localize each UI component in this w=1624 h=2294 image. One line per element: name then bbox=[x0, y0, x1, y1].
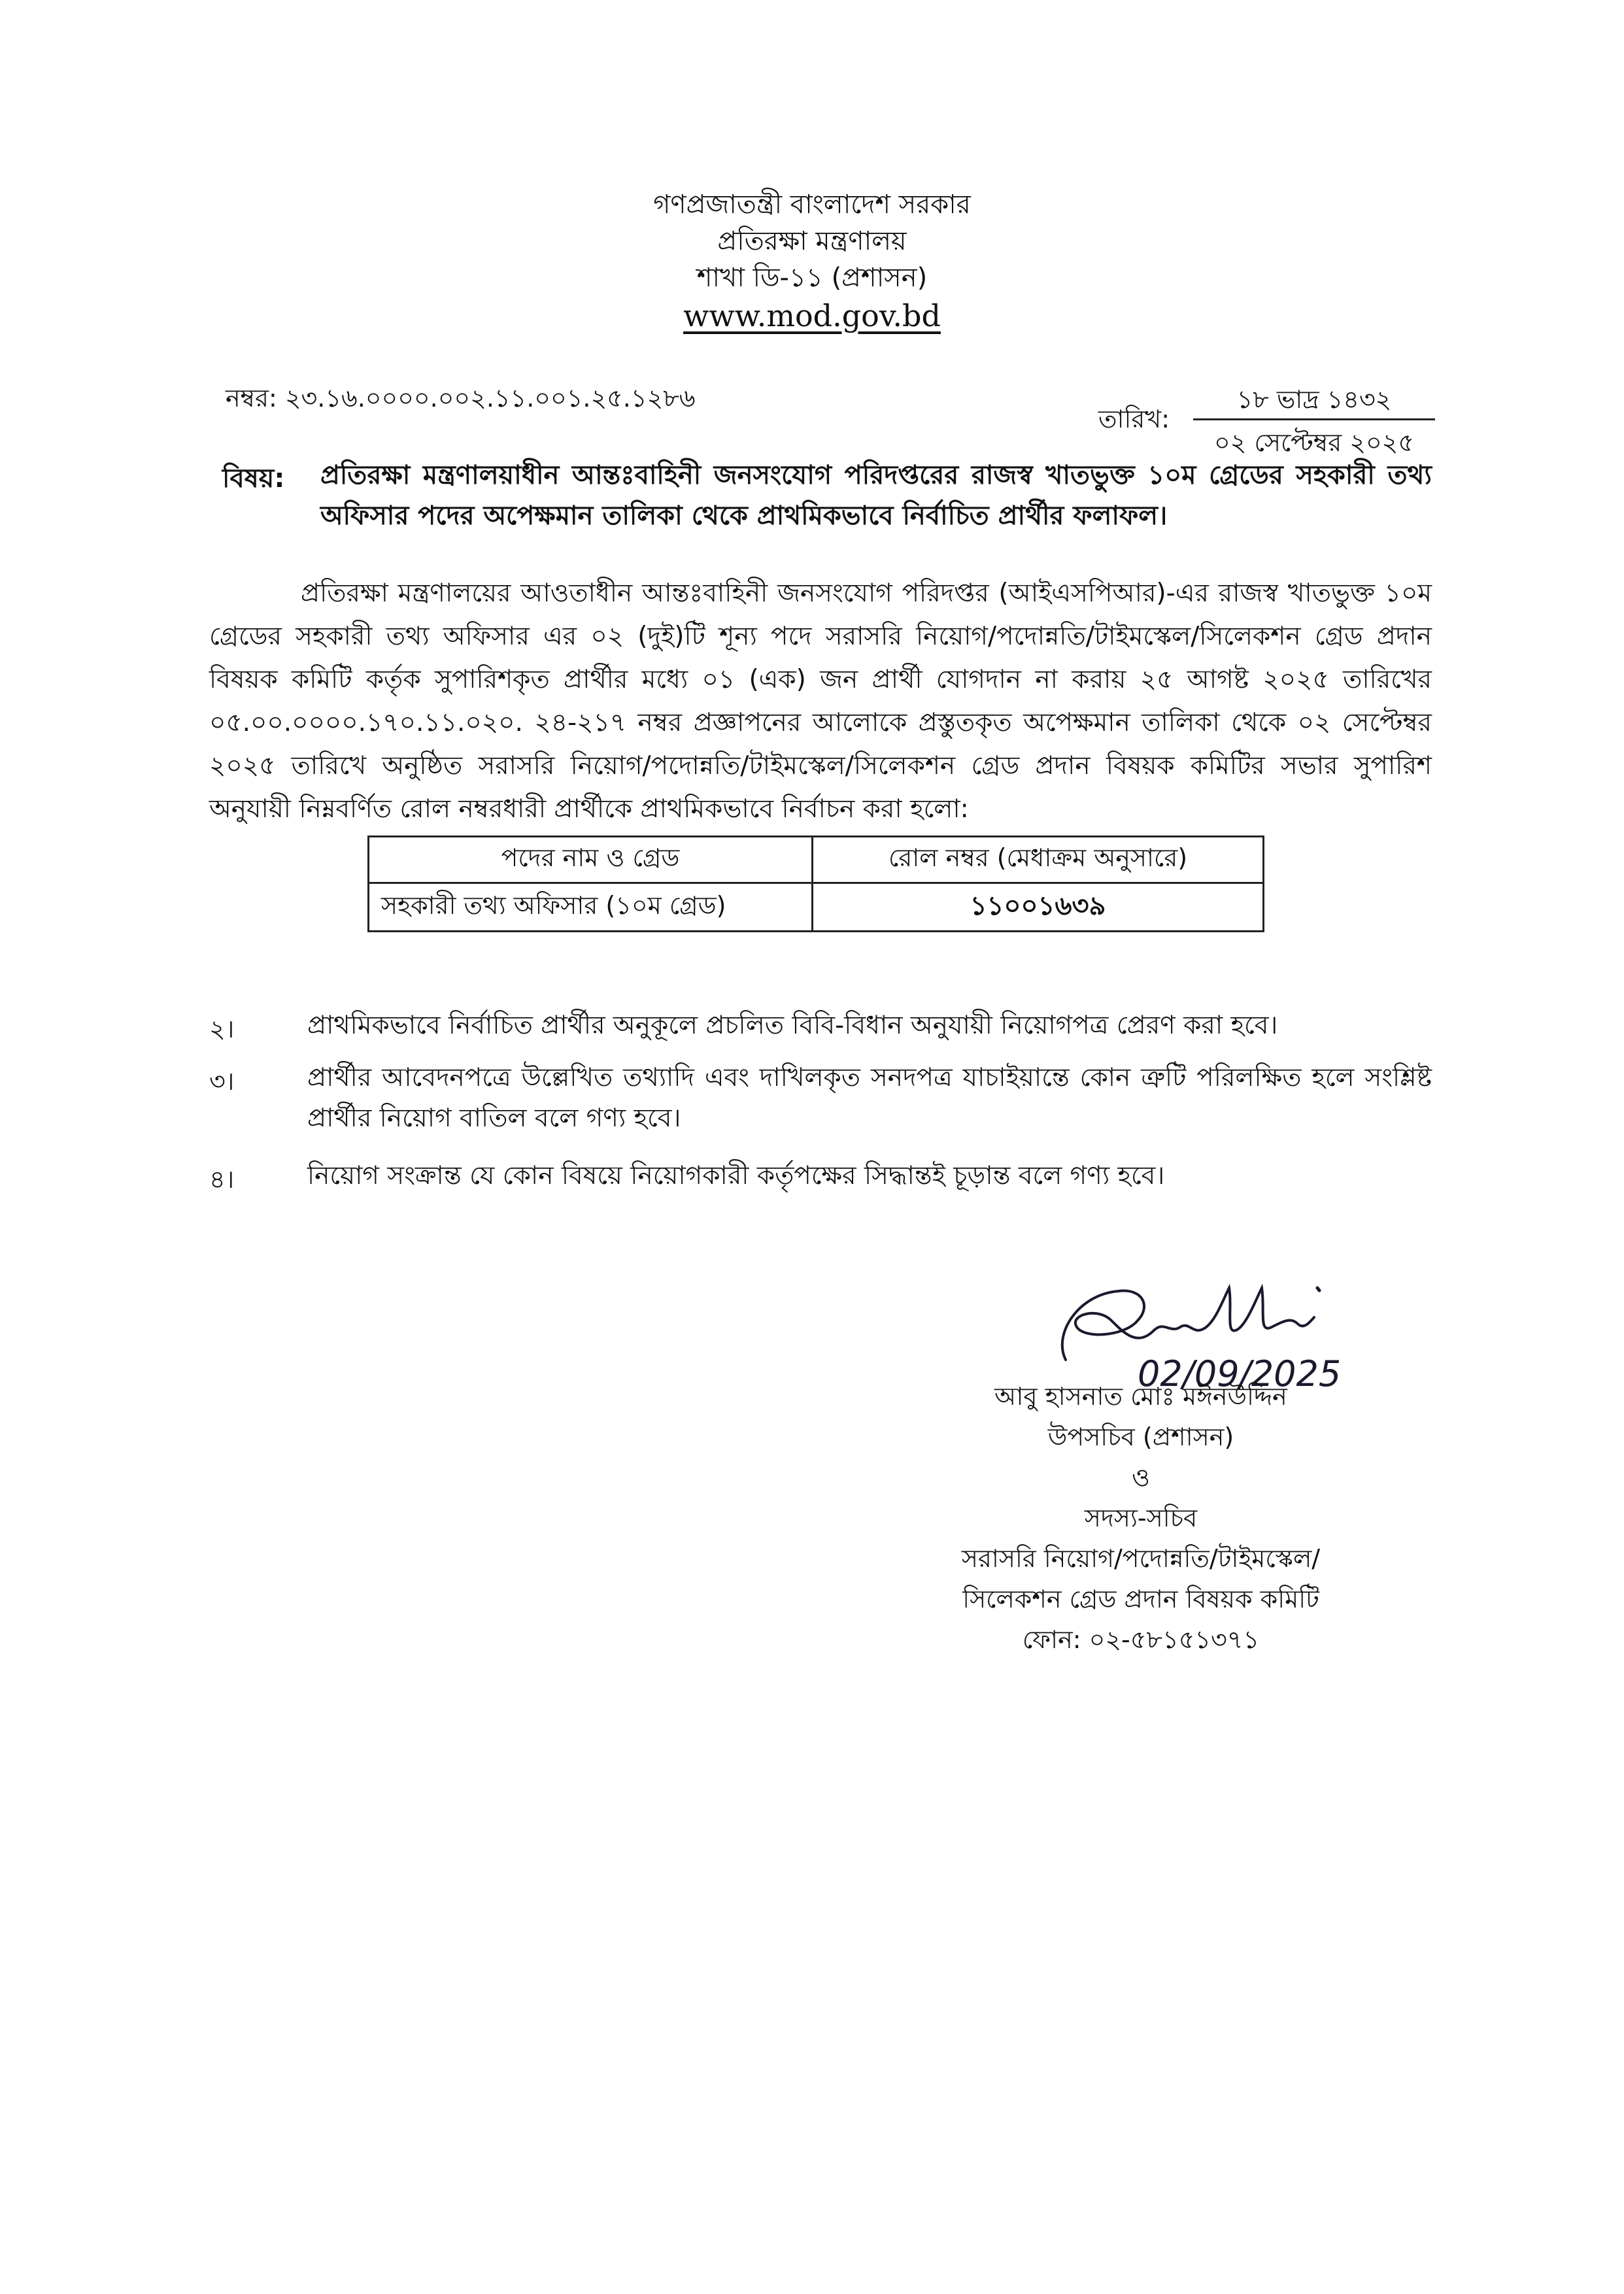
memo-number: নম্বর: ২৩.১৬.০০০০.০০২.১১.০০১.২৫.১২৮৬ bbox=[226, 384, 696, 413]
date-divider bbox=[1193, 418, 1435, 420]
signature-date: 02/09/2025 bbox=[1138, 1353, 1342, 1394]
body-paragraph: প্রতিরক্ষা মন্ত্রণালয়ের আওতাধীন আন্তঃবাহিনী জনসংযোগ পরিদপ্তর (আইএসপিআর)-এর রাজস্ব খাতভুক্ত ১০ম গ্রেডের সহকারী তথ্য অফিসার এর ০২ (দুই)টি শূন্য পদে সরাসরি নিয়োগ/পদোন্নতি/টাইমস্কেল/সিলেকশন গ্রেড প্রদান বিষয়ক কমিটি কর্তৃক সুপারিশকৃত প্রার্থীর মধ্যে ০১ (এক) জন প্রার্থী যোগদান না করায় ২৫ আগষ্ট ২০২৫ তারিখের ০৫.০০.০০০০.১৭০.১১.০২০. ২৪-২১৭ নম্বর প্রজ্ঞাপনের আলোকে প্রস্তুতকৃত অপেক্ষমান তালিকা থেকে ০২ সেপ্টেম্বর ২০২৫ তারিখে অনুষ্ঠিত সরাসরি নিয়োগ/পদোন্নতি/টাইমস্কেল/সিলেকশন গ্রেড প্রদান বিষয়ক কমিটির সভার সুপারিশ অনুযায়ী নিম্নবর্ণিত রোল নম্বরধারী প্রার্থীকে প্রাথমিকভাবে নির্বাচন করা হলো: bbox=[209, 579, 1432, 824]
website-link[interactable]: www.mod.gov.bd bbox=[683, 298, 941, 333]
table-header-row bbox=[369, 837, 1264, 883]
item-number-4: ৪। bbox=[209, 1165, 235, 1194]
table-row bbox=[369, 883, 1264, 932]
signatory-role: সদস্য-সচিব bbox=[1084, 1504, 1198, 1532]
letterhead bbox=[0, 186, 1624, 335]
ministry-name: প্রতিরক্ষা মন্ত্রণালয় bbox=[717, 226, 907, 256]
subject-label: বিষয়: bbox=[222, 464, 285, 494]
table-header-roll: রোল নম্বর (মেধাক্রম অনুসারে) bbox=[813, 837, 1264, 883]
item-number-3: ৩। bbox=[209, 1067, 235, 1096]
item-number-2: ২। bbox=[209, 1015, 235, 1043]
date-bangla: ১৮ ভাদ্র ১৪৩২ bbox=[1236, 385, 1392, 414]
table-cell-roll: ১১০০১৬৩৯ bbox=[813, 883, 1264, 932]
signatory-name: আবু হাসনাত মোঃ মঈনউদ্দিন bbox=[994, 1382, 1287, 1411]
committee-line-2: সিলেকশন গ্রেড প্রদান বিষয়ক কমিটি bbox=[962, 1585, 1319, 1613]
date-english: ০২ সেপ্টেম্বর ২০২৫ bbox=[1213, 428, 1415, 457]
subject-text: প্রতিরক্ষা মন্ত্রণালয়াধীন আন্তঃবাহিনী জনসংযোগ পরিদপ্তরের রাজস্ব খাতভুক্ত ১০ম গ্রেডের সহকারী তথ্য অফিসার পদের অপেক্ষমান তালিকা থেকে প্রাথমিকভাবে নির্বাচিত প্রার্থীর ফলাফল। bbox=[320, 460, 1432, 531]
item-text-2: প্রাথমিকভাবে নির্বাচিত প্রার্থীর অনুকূলে প্রচলিত বিবি-বিধান অনুযায়ী নিয়োগপত্র প্রেরণ করা হবে। bbox=[307, 1011, 1278, 1040]
item-text-3: প্রার্থীর আবেদনপত্রে উল্লেখিত তথ্যাদি এবং দাখিলকৃত সনদপত্র যাচাইয়ান্তে কোন ত্রুটি পরিলক্ষিত হলে সংশ্লিষ্ট প্রার্থীর নিয়োগ বাতিল বলে গণ্য হবে। bbox=[307, 1063, 1432, 1133]
govt-name: গণপ্রজাতন্ত্রী বাংলাদেশ সরকার bbox=[653, 190, 971, 220]
table-cell-post: সহকারী তথ্য অফিসার (১০ম গ্রেড) bbox=[369, 883, 813, 932]
signatory-phone: ফোন: ০২-৫৮১৫১৩৭১ bbox=[1022, 1625, 1260, 1654]
result-table bbox=[367, 835, 1264, 932]
date-label: তারিখ: bbox=[1098, 405, 1170, 433]
signature-block bbox=[912, 1376, 1370, 1660]
committee-line-1: সরাসরি নিয়োগ/পদোন্নতি/টাইমস্কেল/ bbox=[961, 1544, 1321, 1573]
item-text-4: নিয়োগ সংক্রান্ত যে কোন বিষয়ে নিয়োগকারী কর্তৃপক্ষের সিদ্ধান্তই চূড়ান্ত বলে গণ্য হবে। bbox=[307, 1161, 1165, 1190]
signatory-conjunction: ও bbox=[1132, 1463, 1150, 1492]
branch-name: শাখা ডি-১১ (প্রশাসন) bbox=[696, 263, 928, 293]
signatory-designation: উপসচিব (প্রশাসন) bbox=[1047, 1423, 1234, 1451]
table-header-post: পদের নাম ও গ্রেড bbox=[369, 837, 813, 883]
